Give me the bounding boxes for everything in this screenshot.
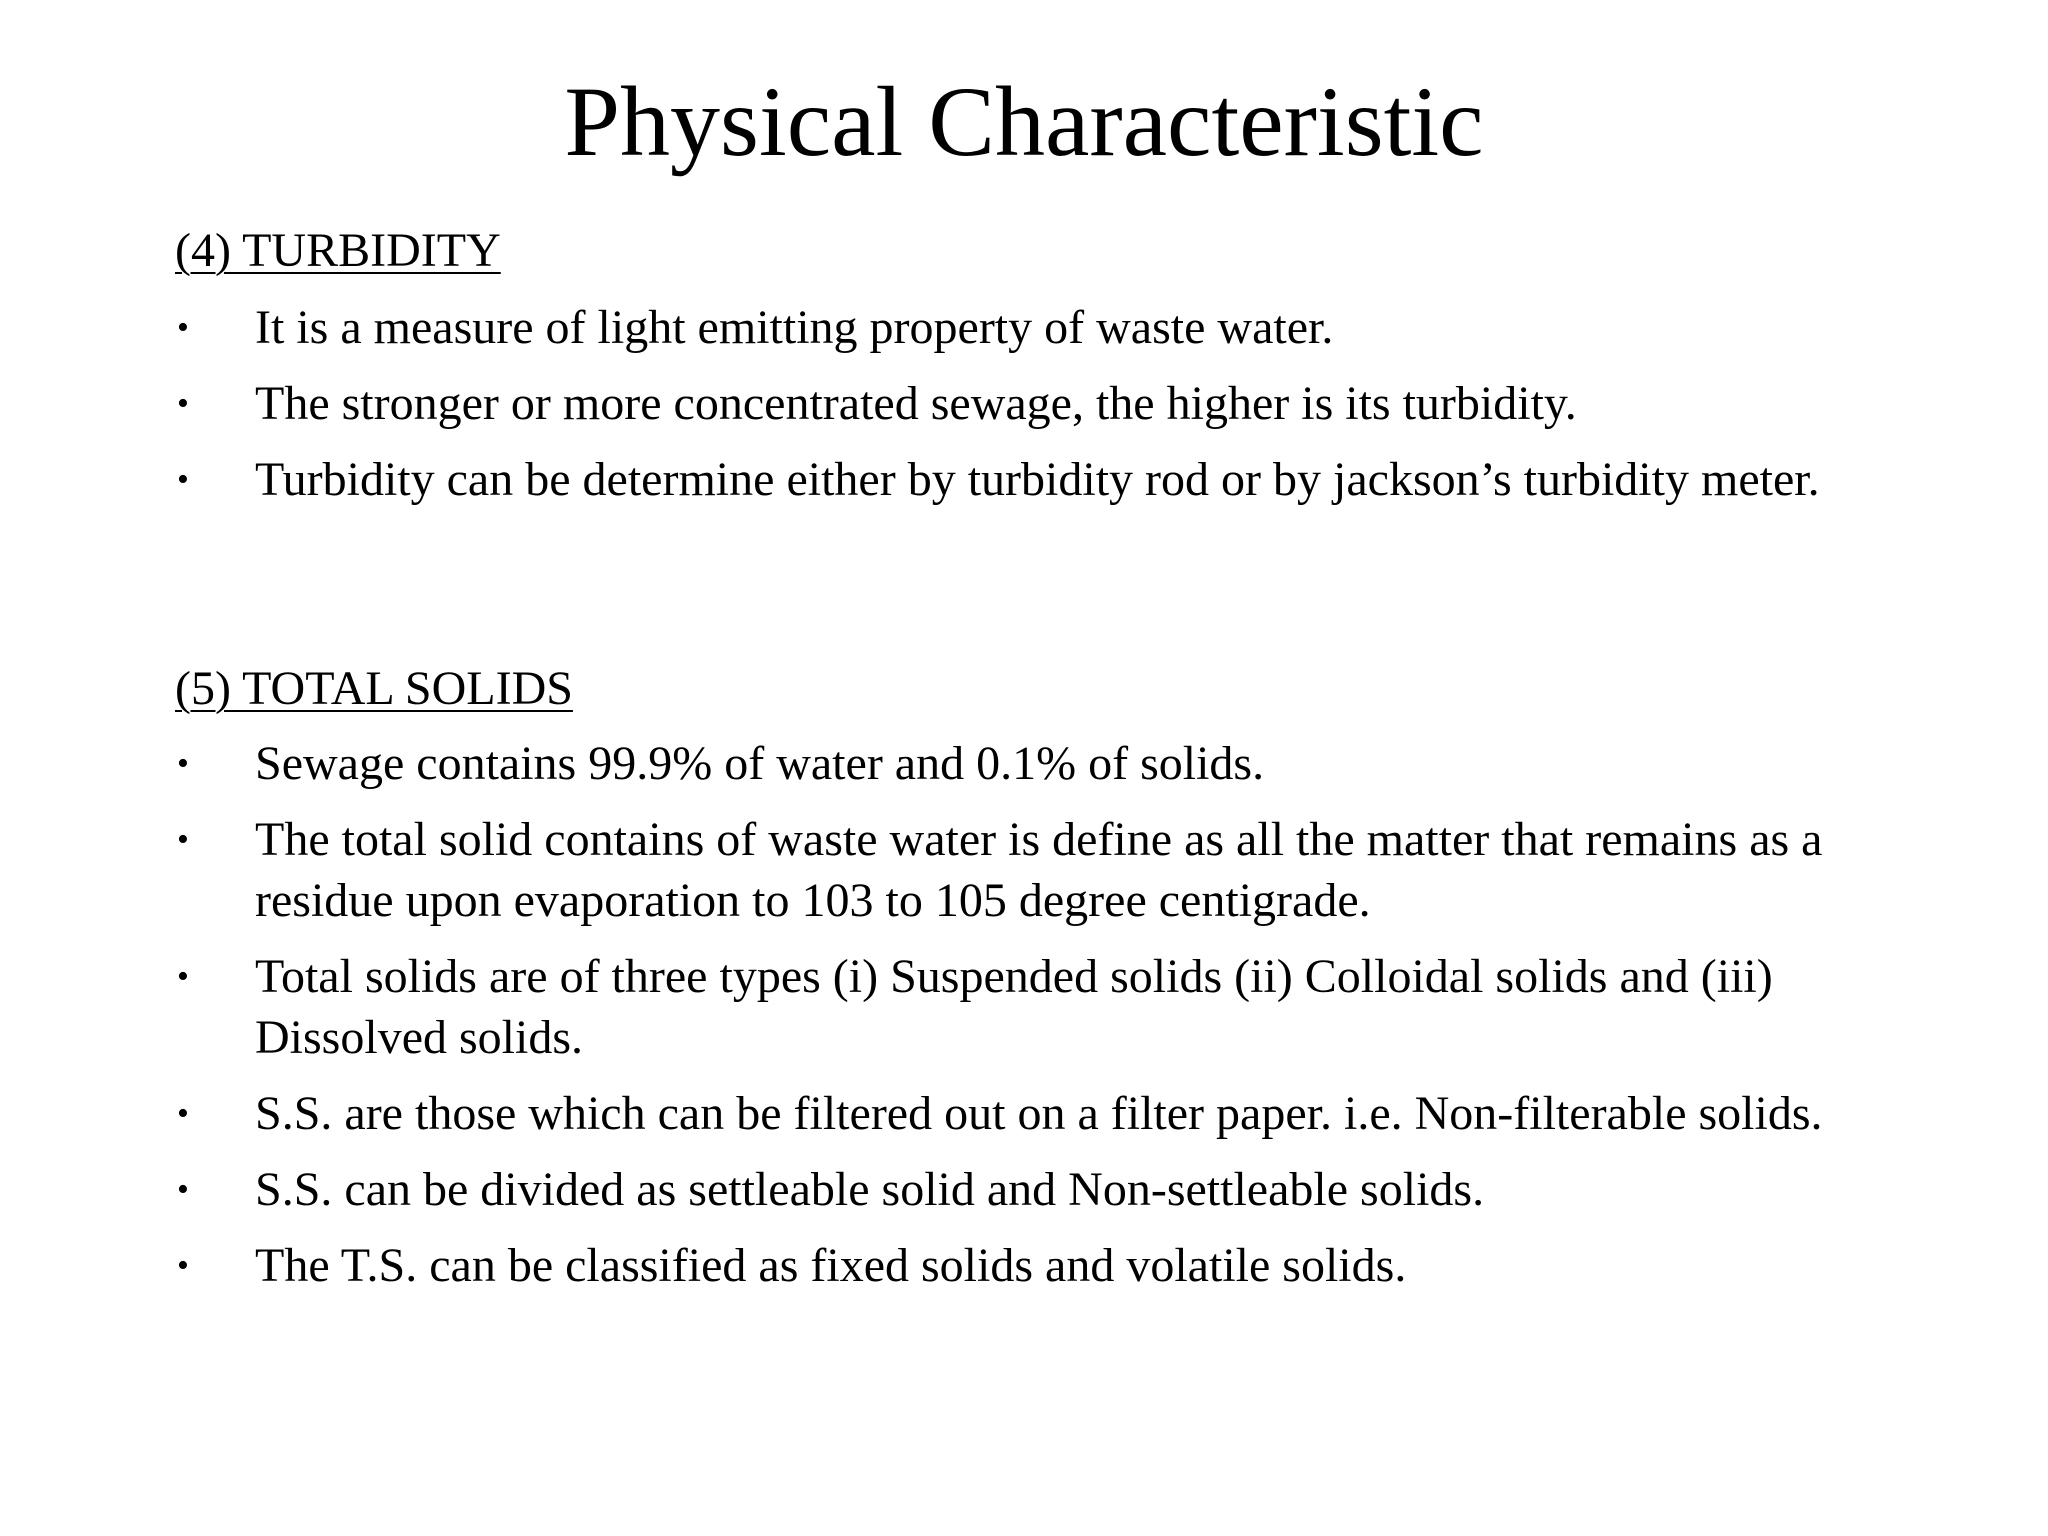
bullet-text: Total solids are of three types (i) Suspended solids (ii) Colloidal solids and (iii) Dissolved solids. <box>255 950 1773 1064</box>
bullet-icon: • <box>177 1247 189 1284</box>
list-item <box>175 449 1875 510</box>
bullet-text: Turbidity can be determine either by turbidity rod or by jackson’s turbidity meter. <box>255 453 1820 506</box>
list-item <box>175 1083 1875 1144</box>
bullet-icon: • <box>177 309 189 346</box>
bullet-text: The T.S. can be classified as fixed solids and volatile solids. <box>255 1239 1407 1292</box>
bullet-text: It is a measure of light emitting property of waste water. <box>255 301 1334 354</box>
bullet-text: The stronger or more concentrated sewage, the higher is its turbidity. <box>255 377 1577 430</box>
section-heading-turbidity: (4) TURBIDITY <box>175 224 501 277</box>
bullet-icon: • <box>177 385 189 422</box>
bullet-icon: • <box>177 821 189 858</box>
list-item <box>175 297 1875 358</box>
list-item <box>175 809 1875 931</box>
slide-title: Physical Characteristic <box>564 66 1484 177</box>
list-item <box>175 946 1875 1068</box>
bullet-text: S.S. can be divided as settleable solid and Non-settleable solids. <box>255 1163 1485 1216</box>
bullet-icon: • <box>177 745 189 782</box>
bullet-icon: • <box>177 461 189 498</box>
bullet-icon: • <box>177 1171 189 1208</box>
list-item <box>175 1159 1875 1220</box>
section-heading-total-solids: (5) TOTAL SOLIDS <box>175 662 573 715</box>
bullet-text: The total solid contains of waste water is define as all the matter that remains as a residue upon evaporation to 103 to 105 degree centigrade. <box>255 813 1823 927</box>
bullet-text: Sewage contains 99.9% of water and 0.1% of solids. <box>255 737 1265 790</box>
bullet-icon: • <box>177 1095 189 1132</box>
bullet-icon: • <box>177 958 189 995</box>
list-item <box>175 1235 1875 1296</box>
list-item <box>175 733 1875 794</box>
bullet-text: S.S. are those which can be filtered out on a filter paper. i.e. Non-filterable solids. <box>255 1087 1823 1140</box>
total-solids-bullet-list <box>175 733 1875 1311</box>
turbidity-bullet-list <box>175 297 1875 525</box>
list-item <box>175 373 1875 434</box>
